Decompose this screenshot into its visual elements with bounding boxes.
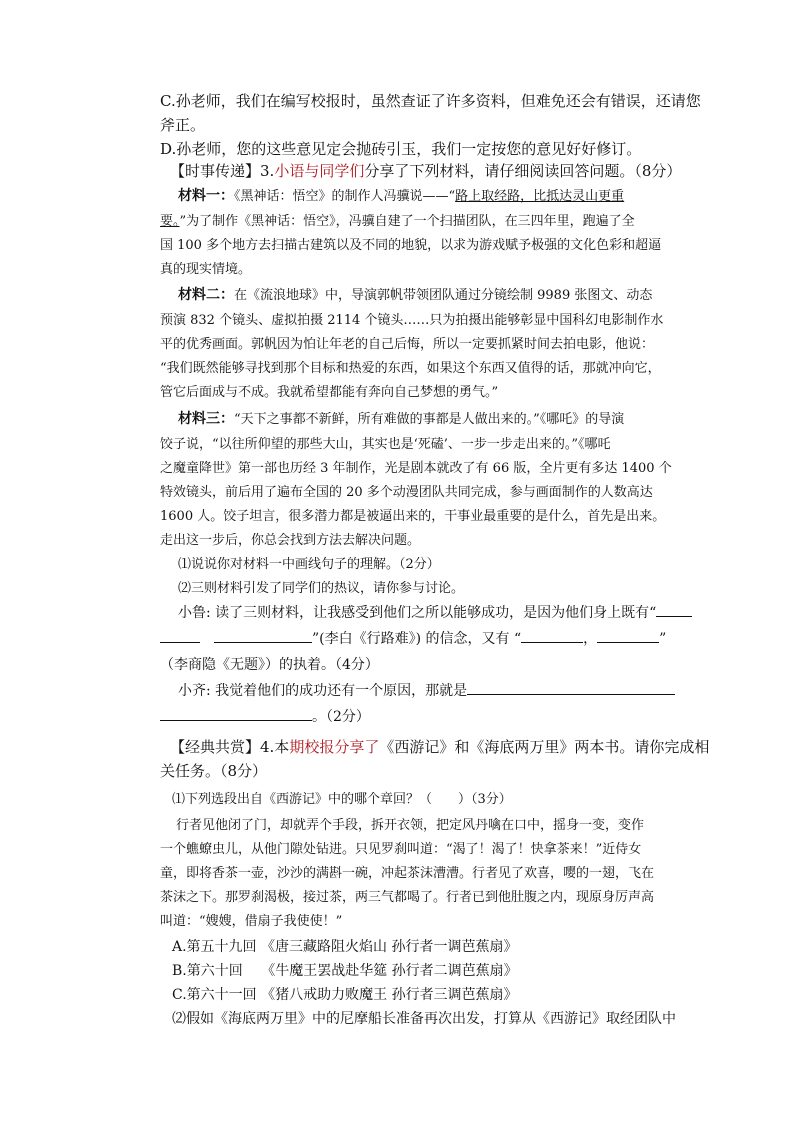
option-a: A.第五十九回 《唐三藏路阻火焰山 孙行者一调芭蕉扇》 xyxy=(172,939,518,955)
material-3-line4: 特效镜头，前后用了遍布全国的 20 多个动漫团队共同完成，参与画面制作的人数高达 xyxy=(160,485,653,500)
passage-line2: 一个蟭蟟虫儿，从他门隙处钻进。只见罗刹叫道：“渴了！渴了！快拿茶来！”近侍女 xyxy=(160,842,642,857)
sub-question-2: ⑵三则材料引发了同学们的热议，请你参与讨论。 xyxy=(178,581,465,596)
question-4-sub1: ⑴下列选段出自《西游记》中的哪个章回？（ ）（3分） xyxy=(172,792,512,807)
answer-blank[interactable] xyxy=(521,628,583,643)
material-3-label: 材料三： xyxy=(178,411,234,427)
answer-blank[interactable] xyxy=(160,628,200,643)
question-3-heading xyxy=(170,160,682,181)
answer-blank[interactable] xyxy=(467,680,675,695)
option-c-line2: 斧正。 xyxy=(160,116,206,134)
xiaolu-line2: ”(李白《行路难》) 的信念，又有 “ ， ” xyxy=(160,628,660,648)
xiaoqi-line2: 。（2分） xyxy=(160,706,660,726)
material-1-line3: 国 100 多个地方去扫描古建筑以及不同的地貌，以求为游戏赋予极强的文化色彩和超逼 xyxy=(160,238,662,253)
material-2-line2: 预演 832 个镜头、虚拟拍摄 2114 个镜头……只为拍摄出能够彰显中国科幻电影制作水 xyxy=(160,313,664,328)
option-c: C.第六十一回 《猪八戒助力败魔王 孙行者三调芭蕉扇》 xyxy=(172,987,518,1003)
material-2-line4: “我们既然能够寻找到那个目标和热爱的东西，如果这个东西又值得的话，那就冲向它， xyxy=(160,361,661,376)
answer-blank[interactable] xyxy=(160,706,312,721)
sub-question-1: ⑴说说你对材料一中画线句子的理解。（2分） xyxy=(178,557,440,572)
xiaolu-line3: （李商隐《无题》）的执着。（4分） xyxy=(160,657,379,673)
answer-blank[interactable] xyxy=(597,628,659,643)
xiaoqi-line1: 小齐: 我觉着他们的成功还有一个原因，那就是 xyxy=(178,680,678,700)
material-3-line6: 走出这一步后，你总会找到方法去解决问题。 xyxy=(160,533,421,548)
option-b: B.第六十回 《牛魔王罢战赴华筵 孙行者二调芭蕉扇》 xyxy=(172,963,518,979)
answer-blank[interactable] xyxy=(656,602,692,617)
option-c-line1: C.孙老师，我们在编写校报时，虽然查证了许多资料，但难免还会有错误，还请您 xyxy=(160,92,701,110)
material-1-line1: 材料一：《黑神话：悟空》的制作人冯骥说——“路上取经路，比抵达灵山更重 xyxy=(178,188,625,204)
passage-line4: 茶沫之下。那罗刹渴极，接过茶，两三气都喝了。行者已到他肚腹之内，现原身厉声高 xyxy=(160,890,655,905)
material-2-label: 材料二： xyxy=(178,287,234,303)
material-1-line2: 要。”为了制作《黑神话：悟空》，冯骥自建了一个扫描团队，在三四年里，跑遍了全 xyxy=(160,214,635,229)
answer-blank[interactable] xyxy=(214,628,312,643)
underlined-sentence: 路上取经路，比抵达灵山更重 xyxy=(455,189,625,204)
material-3-line1: 材料三：“天下之事都不新鲜，所有难做的事都是人做出来的。”《哪吒》的导演 xyxy=(178,411,625,427)
material-3-line3: 之魔童降世》第一部也历经 3 年制作，光是剧本就改了有 66 版，全片更有多达 1400 个 xyxy=(160,461,672,476)
passage-line5: 叫道：“嫂嫂，借扇子我使使！” xyxy=(160,914,343,929)
question-4-heading: 【经典共赏】4.本期校报分享了《西游记》和《海底两万里》两本书。请你完成相 xyxy=(170,738,710,756)
passage-line1: 行者见他闭了门，却就弄个手段，拆开衣领，把定风丹噙在口中，摇身一变，变作 xyxy=(176,818,645,833)
question-4-line2: 关任务。（8分） xyxy=(160,762,268,780)
material-2-line5: 管它后面成与不成。我就希望都能有奔向自己梦想的勇气。” xyxy=(160,385,499,400)
material-1-line4: 真的现实情境。 xyxy=(160,262,252,277)
xiaolu-line1: 小鲁: 读了三则材料，让我感受到他们之所以能够成功，是因为他们身上既有“ xyxy=(178,602,678,622)
question-4-highlight: 期校报分享了 xyxy=(289,738,380,756)
material-2-line3: 平的优秀画面。郭帆因为怕让年老的自己后悔，所以一定要抓紧时间去拍电影，他说： xyxy=(160,337,655,352)
question-3-tag: 【时事传递】3. xyxy=(170,162,275,180)
material-1-label: 材料一： xyxy=(178,188,234,204)
question-4-sub2: ⑵假如《海底两万里》中的尼摩船长准备再次出发，打算从《西游记》取经团队中 xyxy=(172,1011,676,1027)
question-3-rest: 分享了下列材料，请仔细阅读回答问题。（8分） xyxy=(364,162,682,180)
material-3-line2: 饺子说，“以往所仰望的那些大山，其实也是‘死磕’、一步一步走出来的。”《哪吒 xyxy=(160,437,611,452)
question-3-highlight: 小语与同学们 xyxy=(274,162,365,180)
passage-line3: 童，即将香茶一壶，沙沙的满斟一碗，冲起茶沫漕漕。行者见了欢喜，嘤的一翅，飞在 xyxy=(160,866,655,881)
material-2-line1: 材料二：在《流浪地球》中，导演郭帆带领团队通过分镜绘制 9989 张图文、动态 xyxy=(178,287,653,303)
option-d: D.孙老师，您的这些意见定会抛砖引玉，我们一定按您的意见好好修订。 xyxy=(160,140,642,158)
material-3-line5: 1600 人。饺子坦言，很多潜力都是被逼出来的，干事业最重要的是什么，首先是出来。 xyxy=(160,509,666,524)
